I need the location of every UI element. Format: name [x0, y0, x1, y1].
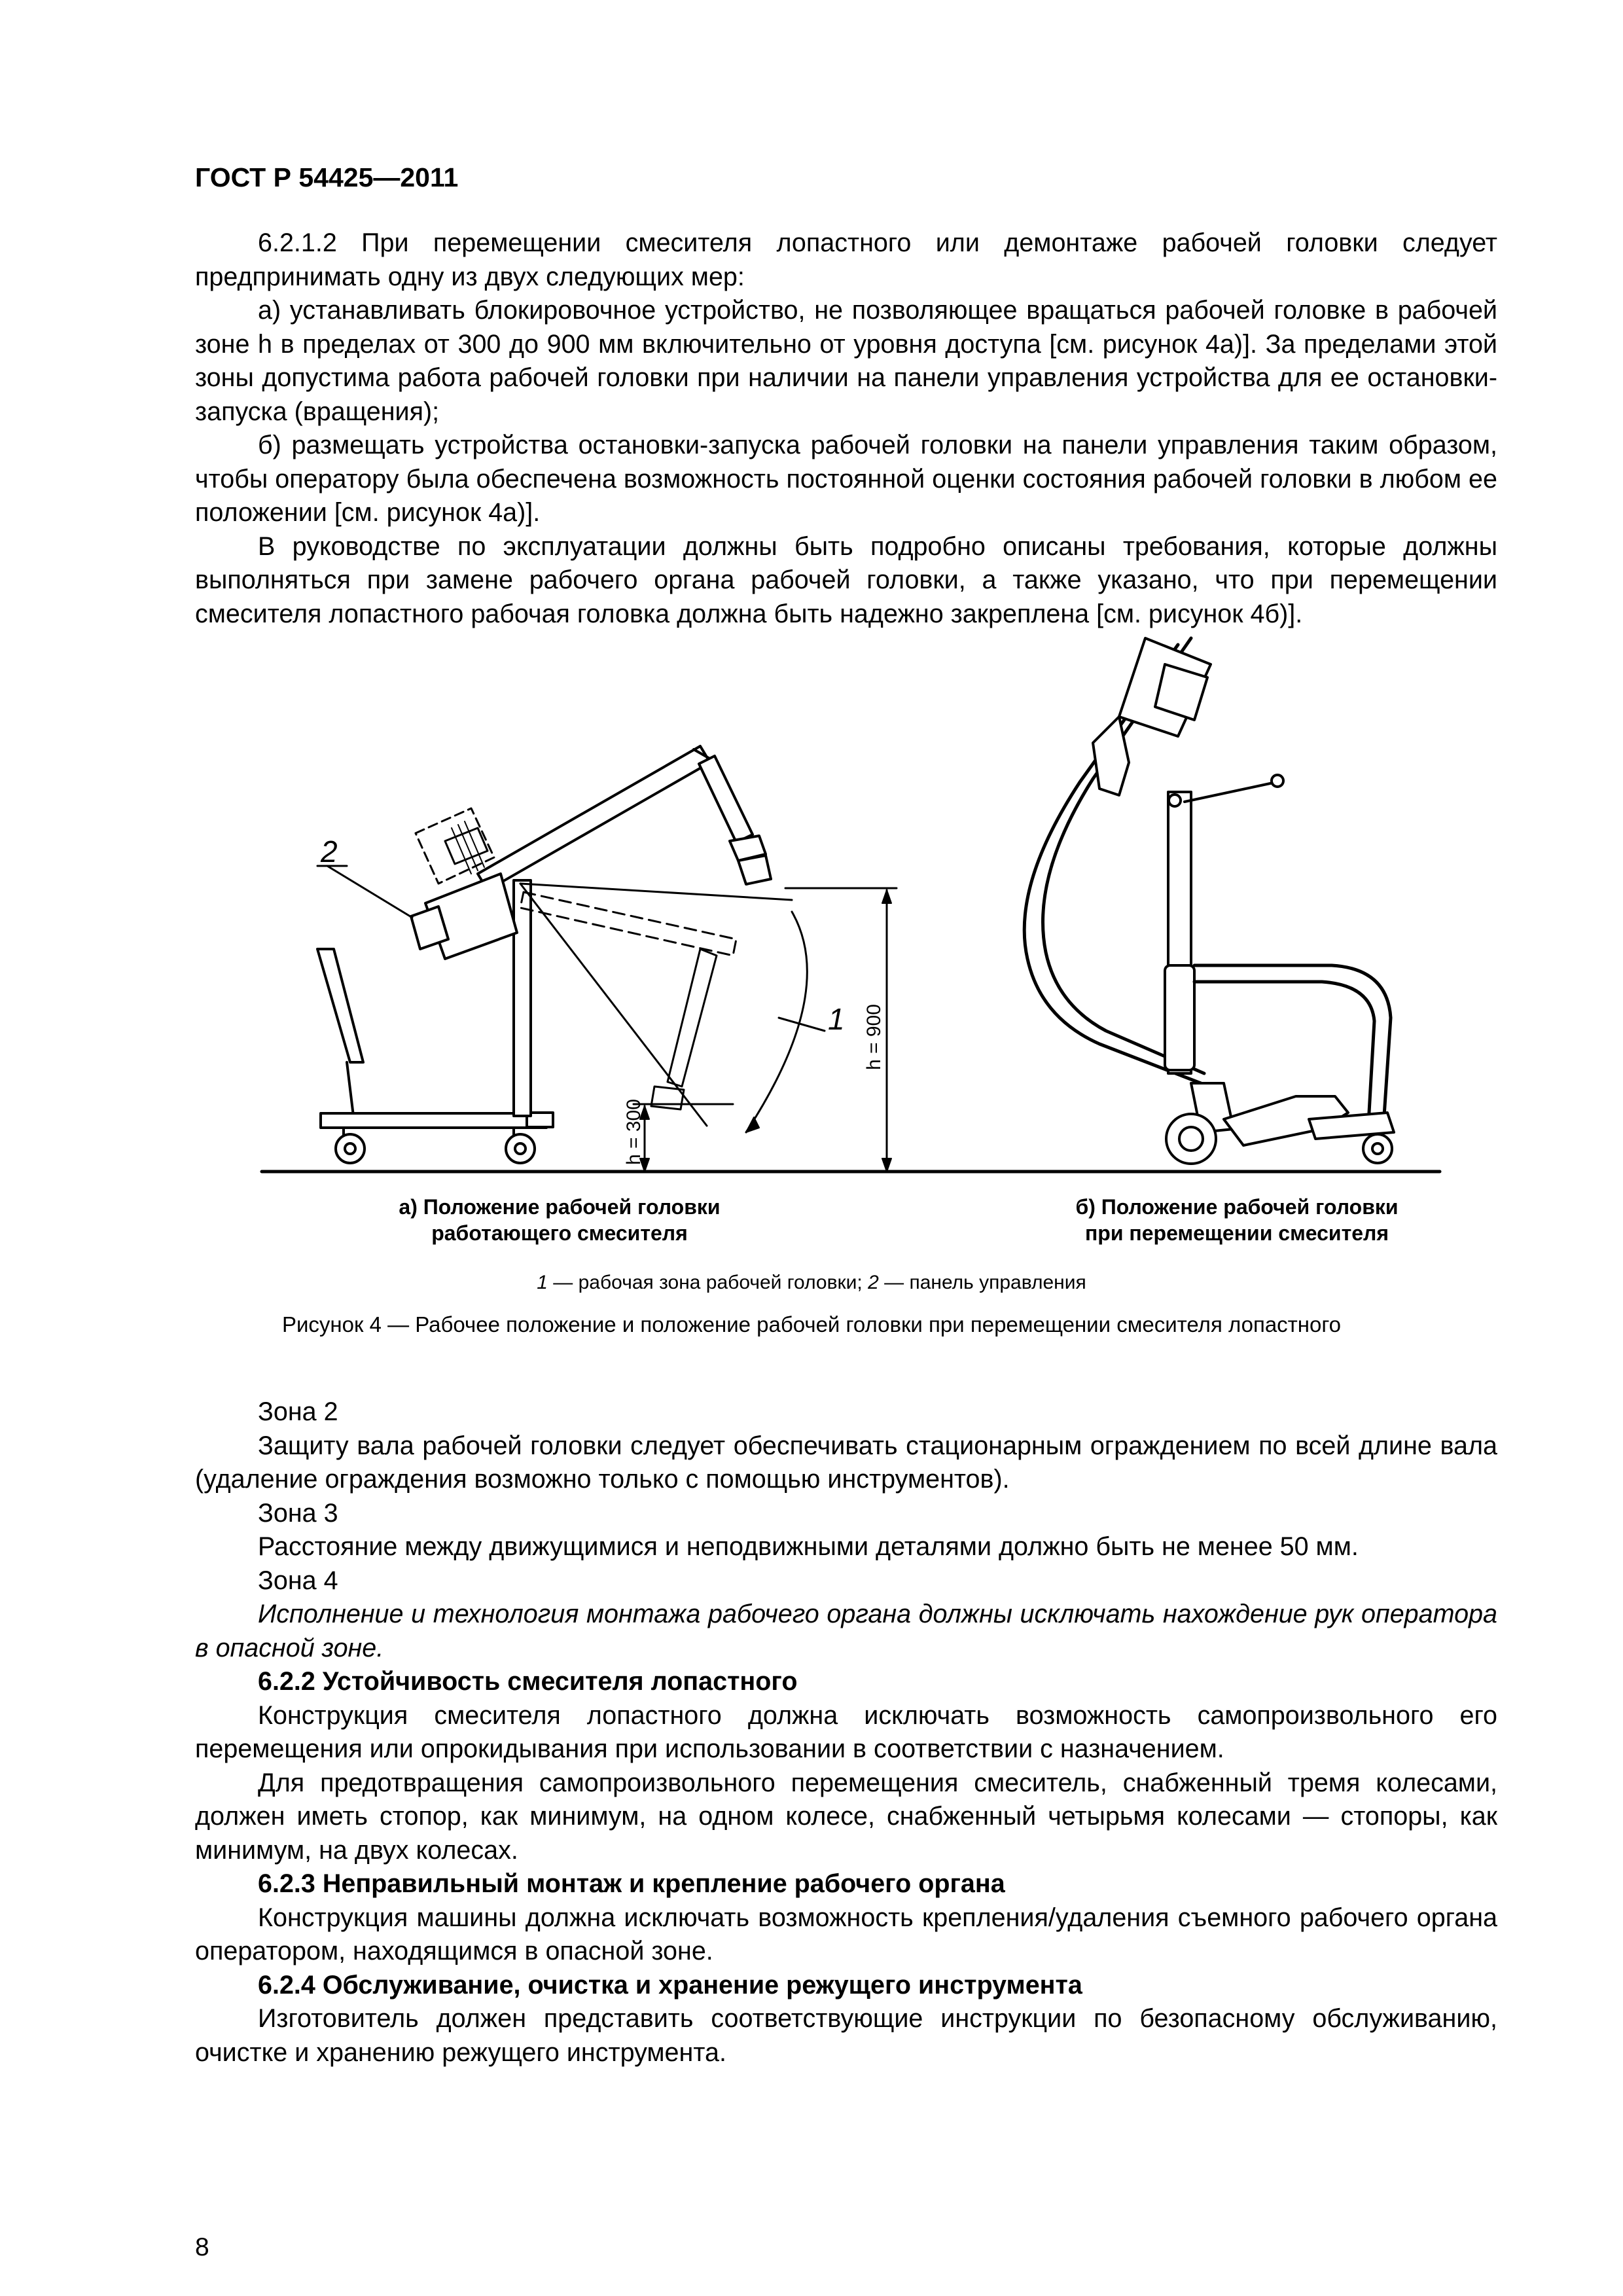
zone2-title: Зона 2	[258, 1397, 338, 1426]
zone4-title: Зона 4	[258, 1566, 338, 1595]
figure-legend	[0, 1272, 1623, 1294]
section-6-2-1-2	[195, 226, 1497, 631]
section-6-2-4-heading: 6.2.4 Обслуживание, очистка и хранение режущего инструмента	[258, 1970, 1082, 2000]
dimension-h900: h = 900	[863, 1004, 885, 1070]
section-6-2-4-para1: Изготовитель должен представить соответствующие инструкции по безопасному обслуживанию, очистке и хранению режущего инструмента.	[195, 2004, 1497, 2067]
page-number: 8	[195, 2233, 209, 2261]
figure-4-drawing	[249, 625, 1446, 1280]
zone4-text: Исполнение и технология монтажа рабочего органа должны исключать нахождение рук оператора в опасной зоне.	[195, 1600, 1497, 1662]
section-6-2-3-para1: Конструкция машины должна исключать возможность крепления/удаления съемного рабочего органа оператором, находящимся в опасной зоне.	[195, 1903, 1497, 1965]
section-6-2-2-para1: Конструкция смесителя лопастного должна исключать возможность самопроизвольного его перемещения или опрокидывания при использовании в соответствии с назначением.	[195, 1700, 1497, 1763]
zone2-text: Защиту вала рабочей головки следует обеспечивать стационарным ограждением по всей длине вала (удаление ограждения возможно только с помощью инструментов).	[195, 1431, 1497, 1494]
mixer-transport-position	[1024, 638, 1394, 1164]
paragraph: В руководстве по эксплуатации должны быть подробно описаны требования, которые должны выполняться при замене рабочего органа рабочей головки, а также указано, что при перемещении смесителя лопастного рабочая головка должна быть надежно закреплена [см. рисунок 4б)].	[195, 531, 1497, 628]
mixer-working-position	[317, 746, 897, 1172]
legend-text-2: — панель управления	[878, 1272, 1086, 1293]
subcaption-a-line2: работающего смесителя	[431, 1221, 688, 1245]
legend-text-1: — рабочая зона рабочей головки;	[547, 1272, 868, 1293]
zones-and-sections	[195, 1395, 1497, 2070]
section-6-2-2-para2: Для предотвращения самопроизвольного перемещения смеситель, снабженный тремя колесами, должен иметь стопор, как минимум, на одном колесе, снабженный четырьмя колесами — стопоры, как минимум, на двух колесах.	[195, 1768, 1497, 1865]
section-6-2-2-heading: 6.2.2 Устойчивость смесителя лопастного	[258, 1667, 798, 1696]
legend-num-1: 1	[537, 1272, 548, 1293]
zone3-text: Расстояние между движущимися и неподвижными деталями должно быть не менее 50 мм.	[258, 1532, 1359, 1561]
subcaption-b-line2: при перемещении смесителя	[1084, 1221, 1389, 1245]
zone3-title: Зона 3	[258, 1498, 338, 1528]
subcaption-b	[1034, 1194, 1440, 1246]
paragraph: 6.2.1.2 При перемещении смесителя лопастного или демонтаже рабочей головки следует предпринимать одну из двух следующих мер:	[195, 228, 1497, 291]
document-code: ГОСТ Р 54425—2011	[195, 162, 459, 192]
dimension-h300: h = 300	[623, 1099, 645, 1165]
figure-caption: Рисунок 4 — Рабочее положение и положение рабочей головки при перемещении смесителя лопастного	[281, 1312, 1342, 1336]
section-6-2-3-heading: 6.2.3 Неправильный монтаж и крепление рабочего органа	[258, 1869, 1005, 1898]
zone-callout-label: 1	[828, 1002, 845, 1036]
subcaption-a	[357, 1194, 762, 1246]
subcaption-a-line1: а) Положение рабочей головки	[399, 1195, 721, 1219]
subcaption-b-line1: б) Положение рабочей головки	[1075, 1195, 1399, 1219]
legend-num-2: 2	[868, 1272, 879, 1293]
panel-callout-label: 2	[321, 834, 338, 869]
paragraph: а) устанавливать блокировочное устройство, не позволяющее вращаться рабочей головке в рабочей зоне h в пределах от 300 до 900 мм включительно от уровня доступа [см. рисунок 4а)]. За пределами этой зоны допустима работа рабочей головки при наличии на панели управления устройства для ее остановки-запуска (вращения);	[195, 296, 1497, 426]
paragraph: б) размещать устройства остановки-запуска рабочей головки на панели управления таким образом, чтобы оператору была обеспечена возможность постоянной оценки состояния рабочей головки в любом ее положении [см. рисунок 4а)].	[195, 431, 1497, 527]
